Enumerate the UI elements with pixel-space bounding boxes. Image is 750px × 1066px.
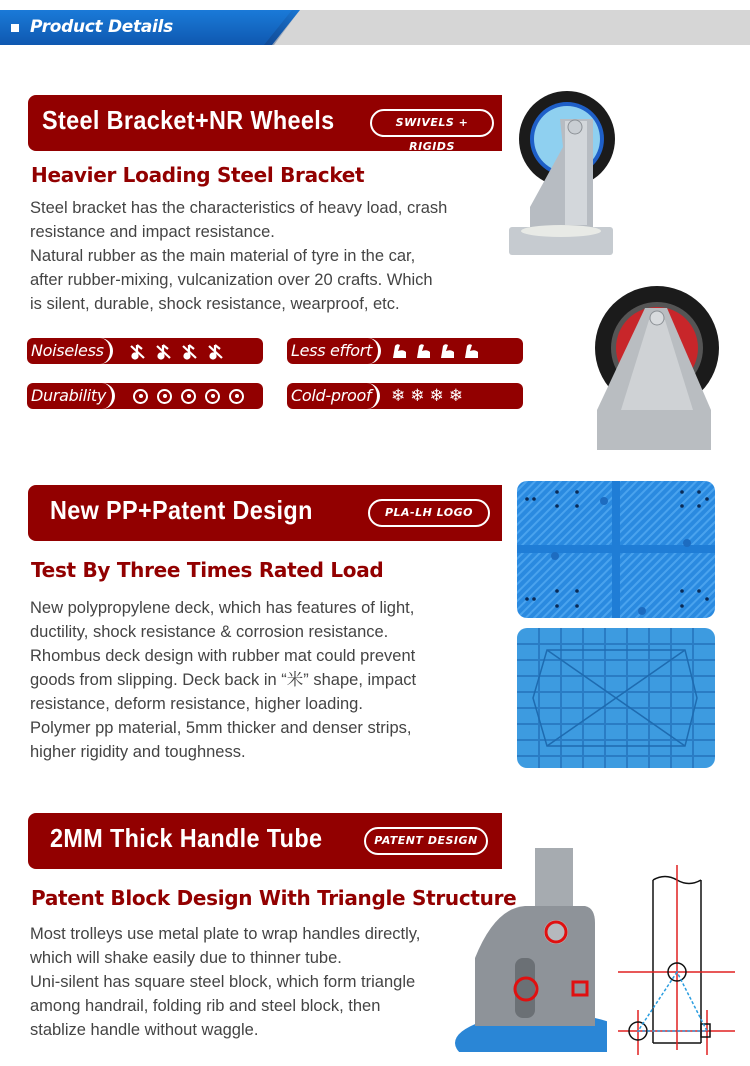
deck-top-image xyxy=(517,481,715,618)
paragraph-line: Polymer pp material, 5mm thicker and denser strips, xyxy=(30,719,412,737)
paragraph-line: after rubber-mixing, vulcanization over 20 crafts. Which xyxy=(30,271,433,289)
banner-title: Steel Bracket+NR Wheels xyxy=(42,105,335,135)
triangle-structure-diagram xyxy=(610,855,750,1055)
header-title: Product Details xyxy=(30,17,173,37)
swivel-caster-image xyxy=(505,87,625,262)
square-bullet-icon xyxy=(11,24,19,32)
paragraph-line: Steel bracket has the characteristics of heavy load, crash xyxy=(30,199,448,217)
rating-label: Cold-proof xyxy=(287,383,380,409)
paragraph-line: which will shake easily due to thinner tube. xyxy=(30,949,342,967)
badge-pla-lh-logo: PLA-LH LOGO xyxy=(368,499,490,527)
paragraph-line: among handrail, folding rib and steel block, then xyxy=(30,997,381,1015)
product-details-header xyxy=(0,10,750,45)
paragraph-line: Rhombus deck design with rubber mat could prevent xyxy=(30,647,416,665)
rating-label: Durability xyxy=(27,383,115,409)
paragraph-line: resistance, deform resistance, higher loading. xyxy=(30,695,363,713)
section-subheading: Patent Block Design With Triangle Structure xyxy=(31,886,517,910)
paragraph-line: resistance and impact resistance. xyxy=(30,223,275,241)
paragraph-line: Natural rubber as the main material of tyre in the car, xyxy=(30,247,416,265)
paragraph-line: ductility, shock resistance & corrosion resistance. xyxy=(30,623,389,641)
section-subheading: Test By Three Times Rated Load xyxy=(31,558,384,582)
deck-underside-image xyxy=(517,628,715,768)
badge-patent-design: PATENT DESIGN xyxy=(364,827,488,855)
section-paragraph xyxy=(30,922,420,1042)
rating-noiseless xyxy=(27,338,263,364)
rating-label: Less effort xyxy=(287,338,381,364)
paragraph-line: is silent, durable, shock resistance, wearproof, etc. xyxy=(30,295,400,313)
target-ring-icon xyxy=(133,383,253,409)
paragraph-line: New polypropylene deck, which has features of light, xyxy=(30,599,415,617)
rating-less-effort xyxy=(287,338,523,364)
paragraph-line: goods from slipping. Deck back in “米” shape, impact xyxy=(30,671,417,689)
section-paragraph xyxy=(30,196,447,316)
handle-bracket-photo xyxy=(455,848,607,1052)
section-banner-pp-design xyxy=(28,485,502,541)
paragraph-line: Most trolleys use metal plate to wrap handles directly, xyxy=(30,925,421,943)
section-paragraph xyxy=(30,596,416,764)
section-banner-steel-bracket xyxy=(28,95,502,151)
paragraph-line: stablize handle without waggle. xyxy=(30,1021,259,1039)
snowflake-icon: ❄❄❄❄ xyxy=(391,386,468,405)
rating-cold-proof xyxy=(287,383,523,409)
rating-durability xyxy=(27,383,263,409)
paragraph-line: higher rigidity and toughness. xyxy=(30,743,246,761)
muted-note-icon xyxy=(127,338,247,364)
section-banner-handle-tube xyxy=(28,813,502,869)
banner-title: 2MM Thick Handle Tube xyxy=(50,823,323,853)
rating-label: Noiseless xyxy=(27,338,113,364)
paragraph-line: Uni-silent has square steel block, which form triangle xyxy=(30,973,416,991)
banner-title: New PP+Patent Design xyxy=(50,495,313,525)
flexed-arm-icon xyxy=(389,338,499,364)
section-subheading: Heavier Loading Steel Bracket xyxy=(31,163,365,187)
rigid-caster-image xyxy=(585,280,725,455)
badge-swivels-rigids: SWIVELS + RIGIDS xyxy=(370,109,494,137)
